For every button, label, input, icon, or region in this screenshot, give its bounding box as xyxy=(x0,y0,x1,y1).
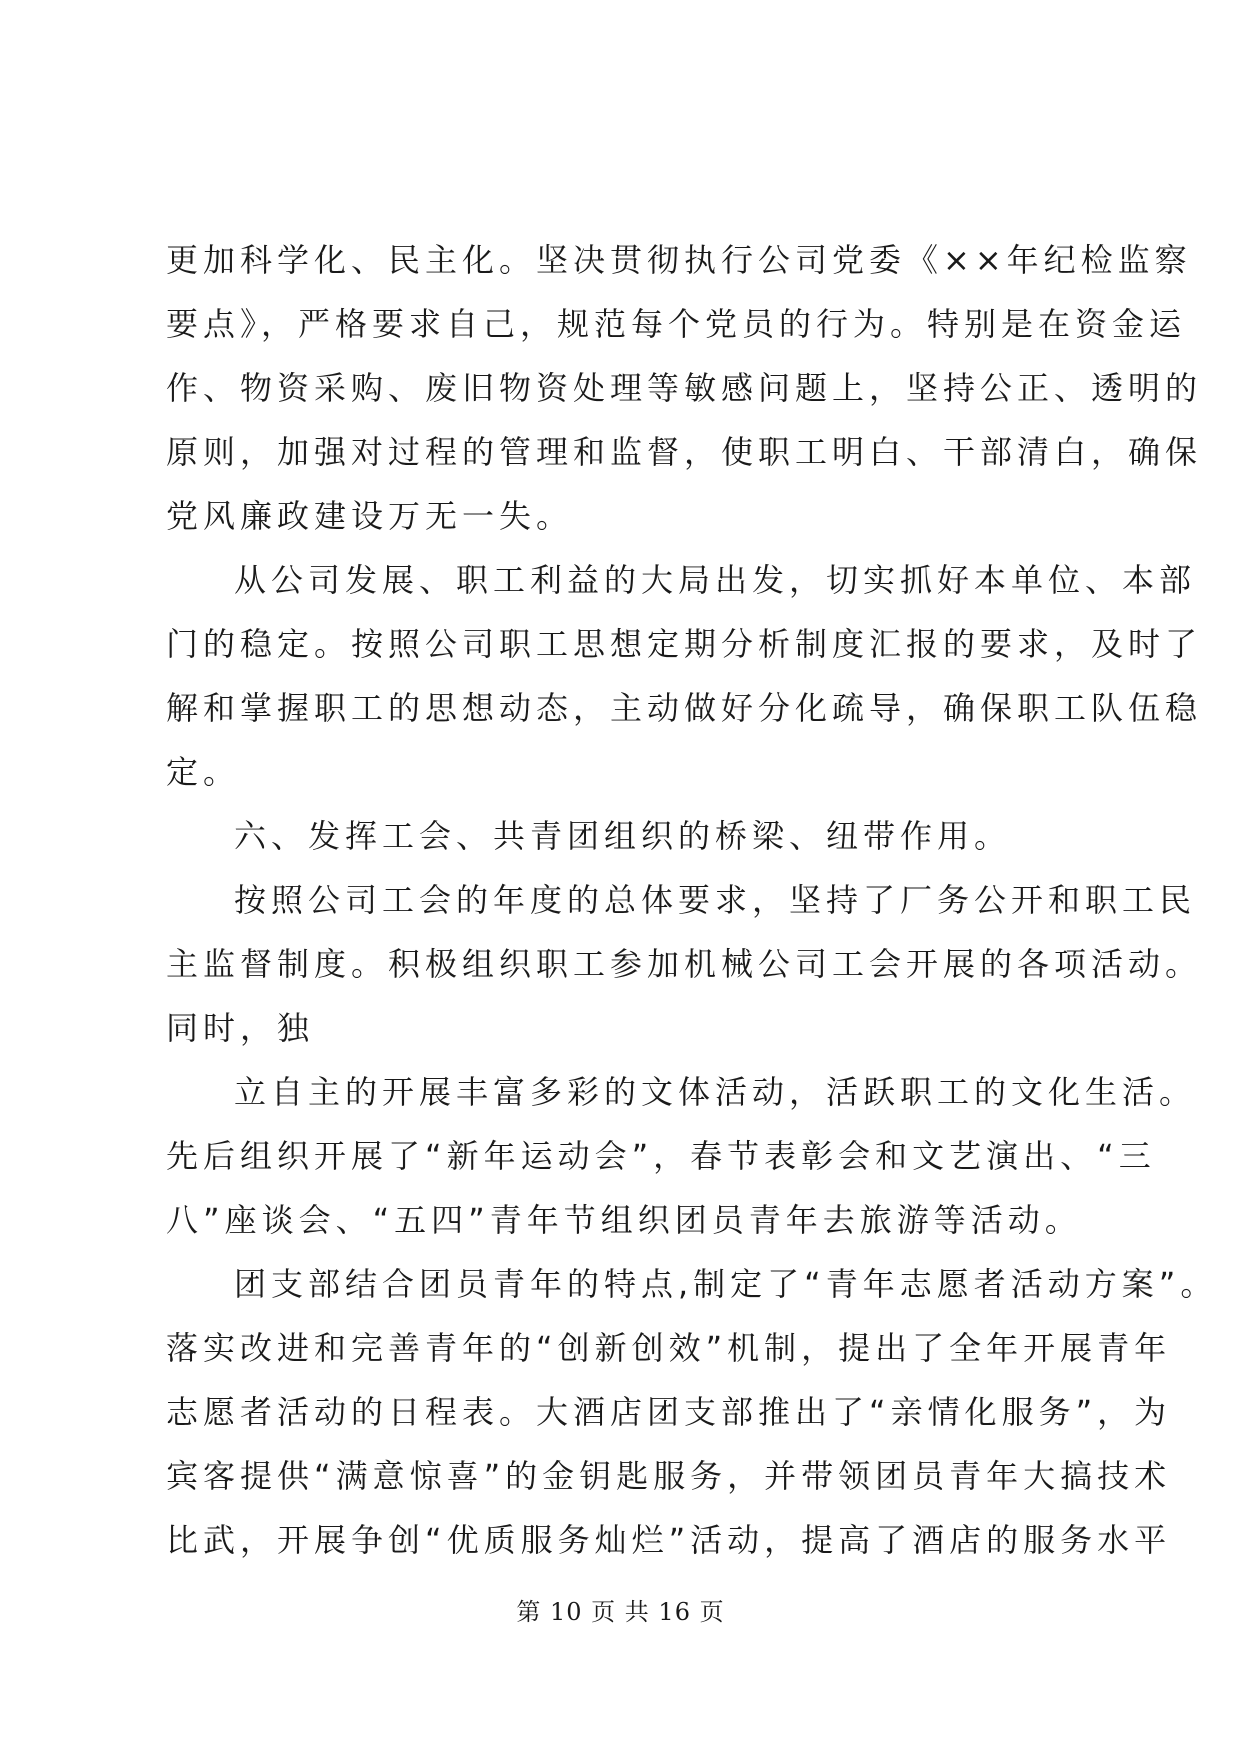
text-line: 党风廉政建设万无一失。 xyxy=(166,497,574,535)
page-footer: 第 10 页 共 16 页 xyxy=(516,1598,725,1626)
text-line: 落实改进和完善青年的“创新创效”机制，提出了全年开展青年 xyxy=(166,1329,1172,1367)
text-line: 更加科学化、民主化。坚决贯彻执行公司党委《××年纪检监察 xyxy=(166,241,1192,279)
text-line: 主监督制度。积极组织职工参加机械公司工会开展的各项活动。 xyxy=(166,945,1203,983)
text-line: 原则，加强对过程的管理和监督，使职工明白、干部清白，确保 xyxy=(166,433,1203,471)
text-line: 立自主的开展丰富多彩的文体活动，活跃职工的文化生活。 xyxy=(234,1073,1197,1111)
text-line: 定。 xyxy=(166,753,241,791)
text-line: 要点》，严格要求自己，规范每个党员的行为。特别是在资金运 xyxy=(166,305,1187,343)
text-line: 门的稳定。按照公司职工思想定期分析制度汇报的要求，及时了 xyxy=(166,625,1203,663)
text-line: 团支部结合团员青年的特点,制定了“青年志愿者活动方案”。 xyxy=(234,1265,1218,1303)
text-line: 宾客提供“满意惊喜”的金钥匙服务，并带领团员青年大搞技术 xyxy=(166,1457,1172,1495)
text-line: 解和掌握职工的思想动态，主动做好分化疏导，确保职工队伍稳 xyxy=(166,689,1203,727)
text-line: 同时，独 xyxy=(166,1009,315,1047)
text-line: 八”座谈会、“五四”青年节组织团员青年去旅游等活动。 xyxy=(166,1201,1082,1239)
text-line: 作、物资采购、废旧物资处理等敏感问题上，坚持公正、透明的 xyxy=(166,369,1203,407)
text-line: 先后组织开展了“新年运动会”，春节表彰会和文艺演出、“三 xyxy=(166,1137,1156,1175)
body-text xyxy=(166,228,1218,1572)
text-line: 比武，开展争创“优质服务灿烂”活动，提高了酒店的服务水平 xyxy=(166,1521,1172,1559)
text-line: 从公司发展、职工利益的大局出发，切实抓好本单位、本部 xyxy=(234,561,1197,599)
text-line: 志愿者活动的日程表。大酒店团支部推出了“亲情化服务”，为 xyxy=(166,1393,1172,1431)
section-heading: 六、发挥工会、共青团组织的桥梁、纽带作用。 xyxy=(234,817,1012,855)
text-line: 按照公司工会的年度的总体要求，坚持了厂务公开和职工民 xyxy=(234,881,1197,919)
